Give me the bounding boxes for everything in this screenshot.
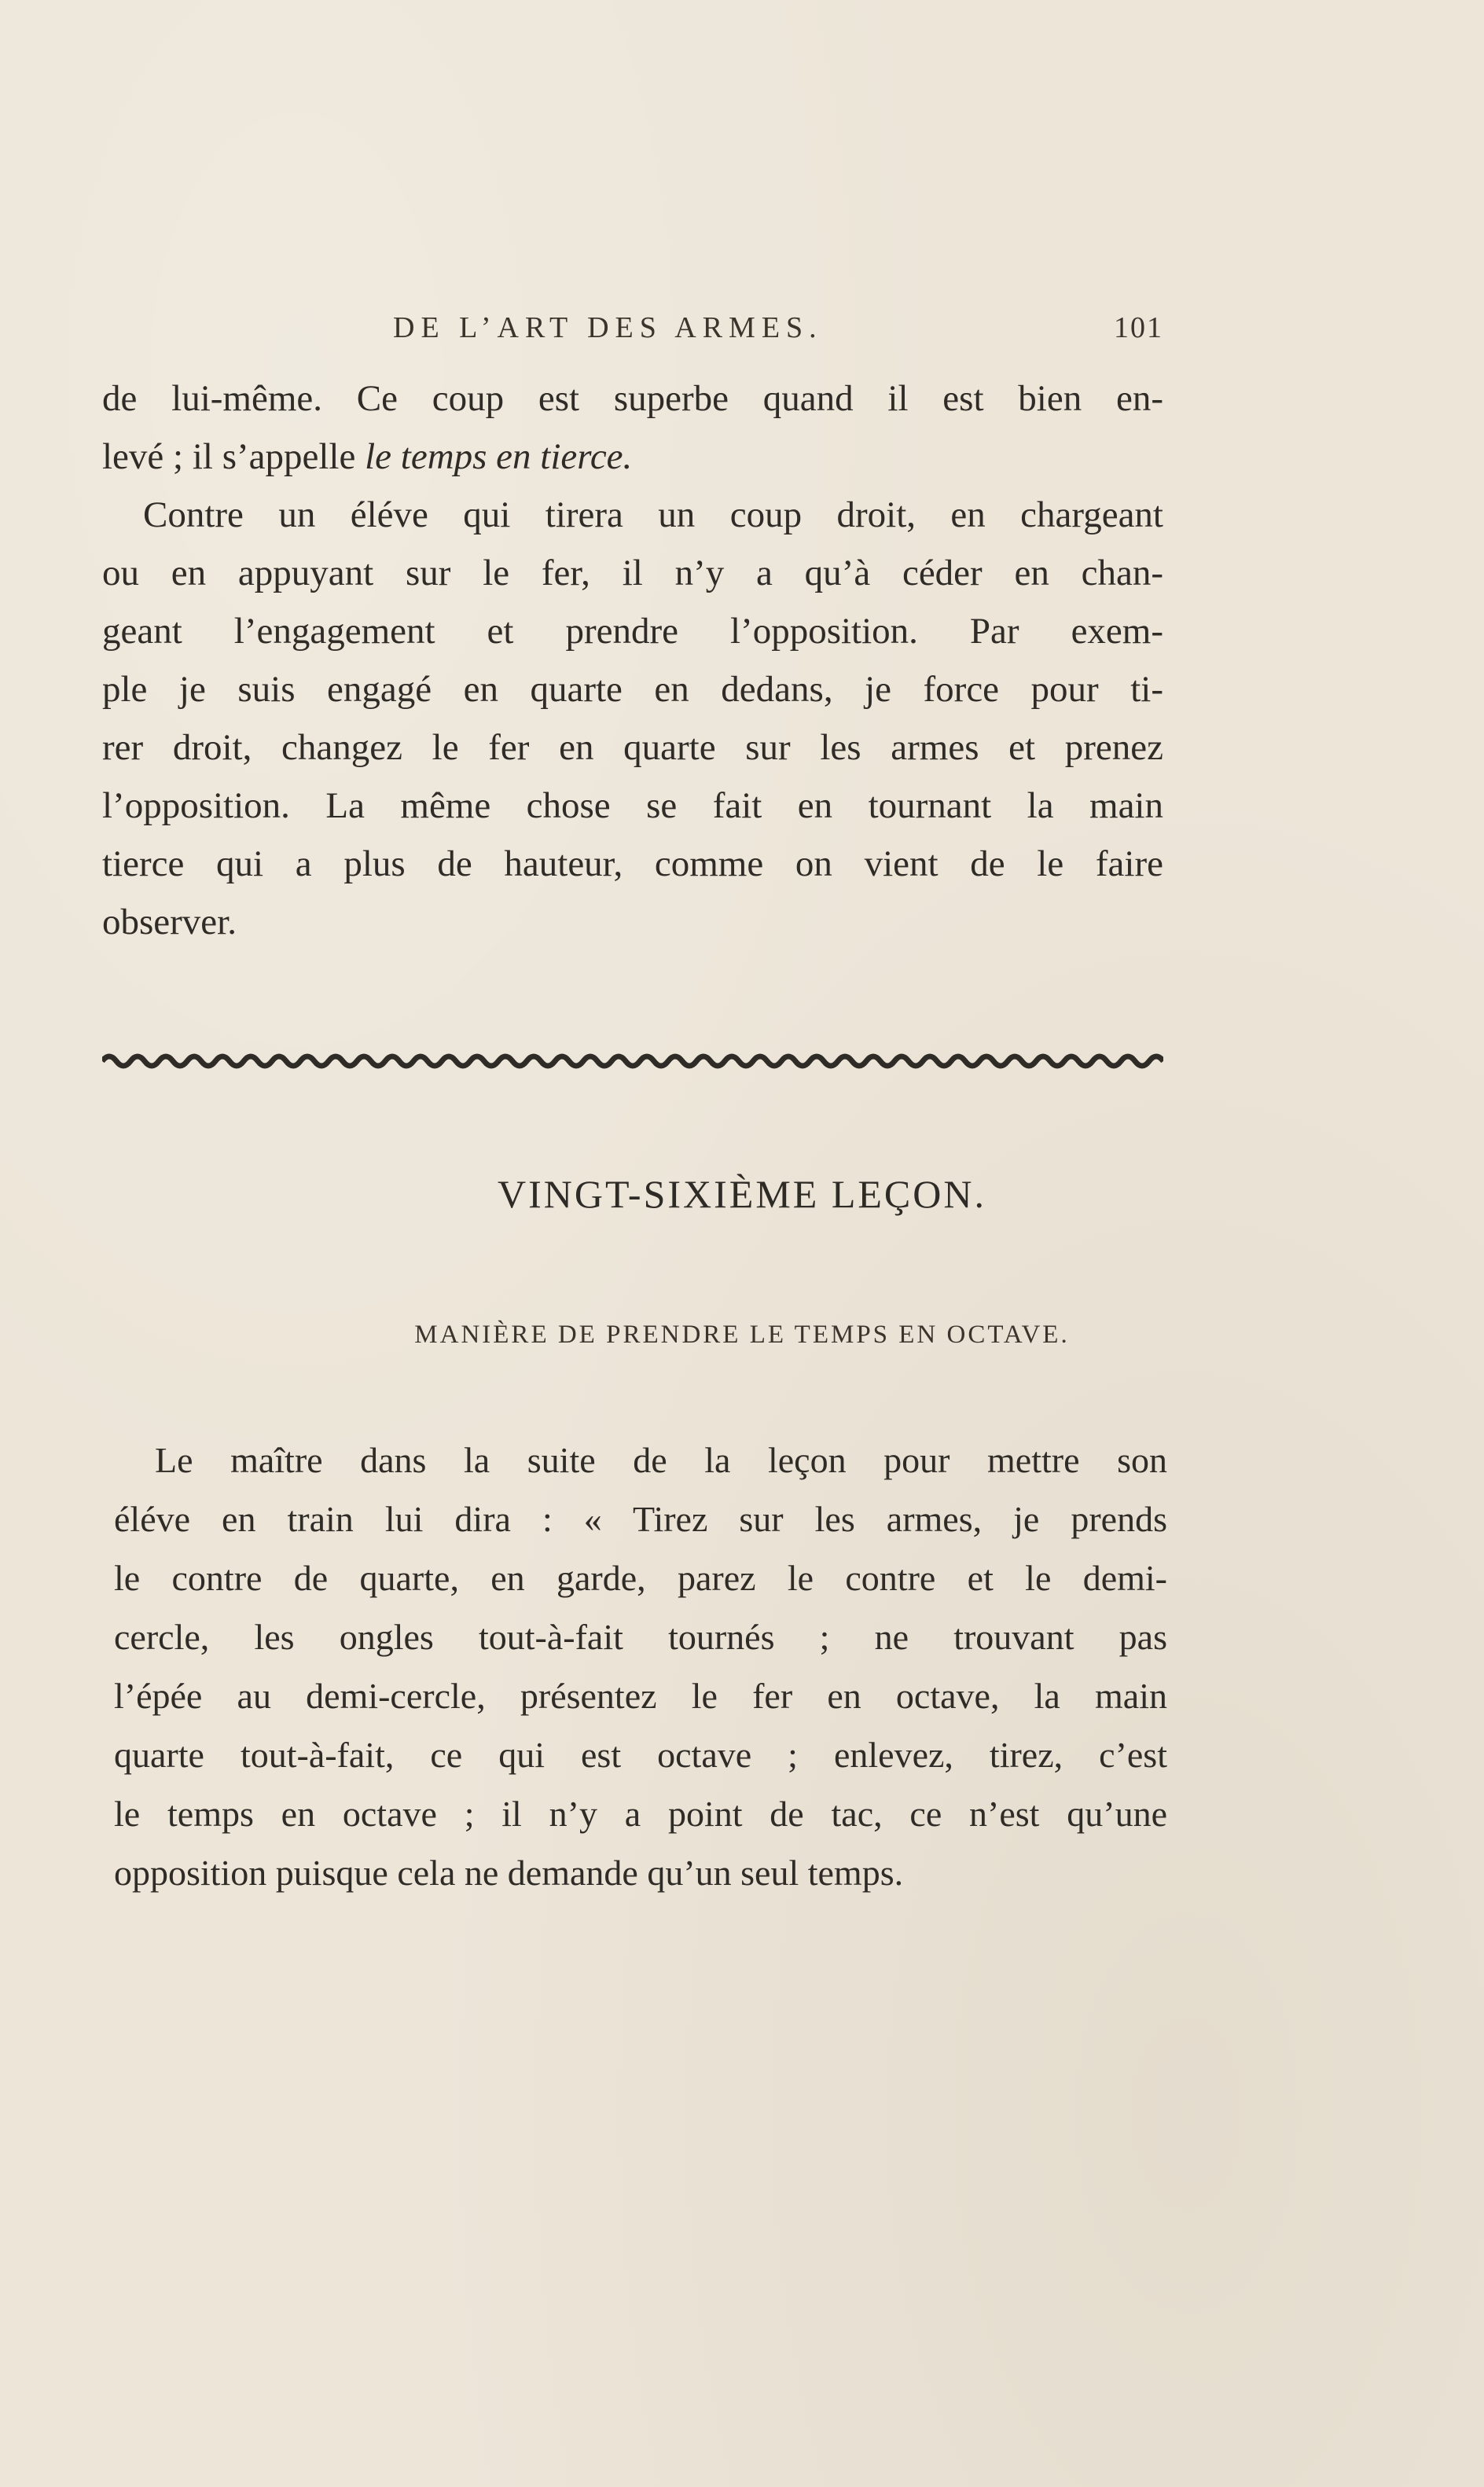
italic-phrase: le temps en tierce.: [365, 436, 633, 477]
text-line: de lui-même. Ce coup est superbe quand il est bien en-: [102, 378, 1163, 419]
text-line: tierce qui a plus de hauteur, comme on vient de le faire: [102, 843, 1163, 884]
lesson-subtitle: MANIÈRE DE PRENDRE LE TEMPS EN OCTAVE.: [414, 1321, 1070, 1349]
text-line: quarte tout-à-fait, ce qui est octave ; enlevez, tirez, c’est: [114, 1735, 1167, 1775]
text-line: observer.: [102, 902, 237, 942]
text-line: l’opposition. La même chose se fait en tournant la main: [102, 785, 1163, 826]
text-line: Contre un éléve qui tirera un coup droit, en chargeant: [143, 494, 1163, 535]
lesson-title: VINGT-SIXIÈME LEÇON.: [498, 1172, 986, 1216]
text-line: l’épée au demi-cercle, présentez le fer en octave, la main: [114, 1676, 1167, 1716]
text-line: le temps en octave ; il n’y a point de tac, ce n’est qu’une: [114, 1794, 1167, 1834]
text-line: rer droit, changez le fer en quarte sur les armes et prenez: [102, 727, 1163, 768]
paragraph-continued: [102, 369, 1163, 951]
text-line: cercle, les ongles tout-à-fait tournés ; ne trouvant pas: [114, 1617, 1167, 1657]
text-line: geant l’engagement et prendre l’opposition. Par exem-: [102, 611, 1163, 652]
text-line: opposition puisque cela ne demande qu’un seul temps.: [114, 1853, 904, 1893]
text-line: le contre de quarte, en garde, parez le contre et le demi-: [114, 1558, 1167, 1598]
text-line-with-italic: [102, 428, 1163, 486]
page-number: 101: [1114, 311, 1163, 344]
decorative-rule: [102, 1045, 1163, 1077]
running-head-title: DE L’ART DES ARMES.: [393, 311, 823, 344]
text-line: Le maître dans la suite de la leçon pour mettre son: [155, 1440, 1167, 1480]
text-line: ple je suis engagé en quarte en dedans, je force pour ti-: [102, 669, 1163, 710]
text-line: levé ; il s’appelle: [102, 436, 365, 477]
text-line: éléve en train lui dira : « Tirez sur les armes, je prends: [114, 1499, 1167, 1539]
lesson-paragraph: [114, 1431, 1167, 1902]
wave-ornament-line: [102, 1056, 1163, 1066]
running-head: [393, 310, 1163, 358]
text-line: ou en appuyant sur le fer, il n’y a qu’à céder en chan-: [102, 553, 1163, 593]
